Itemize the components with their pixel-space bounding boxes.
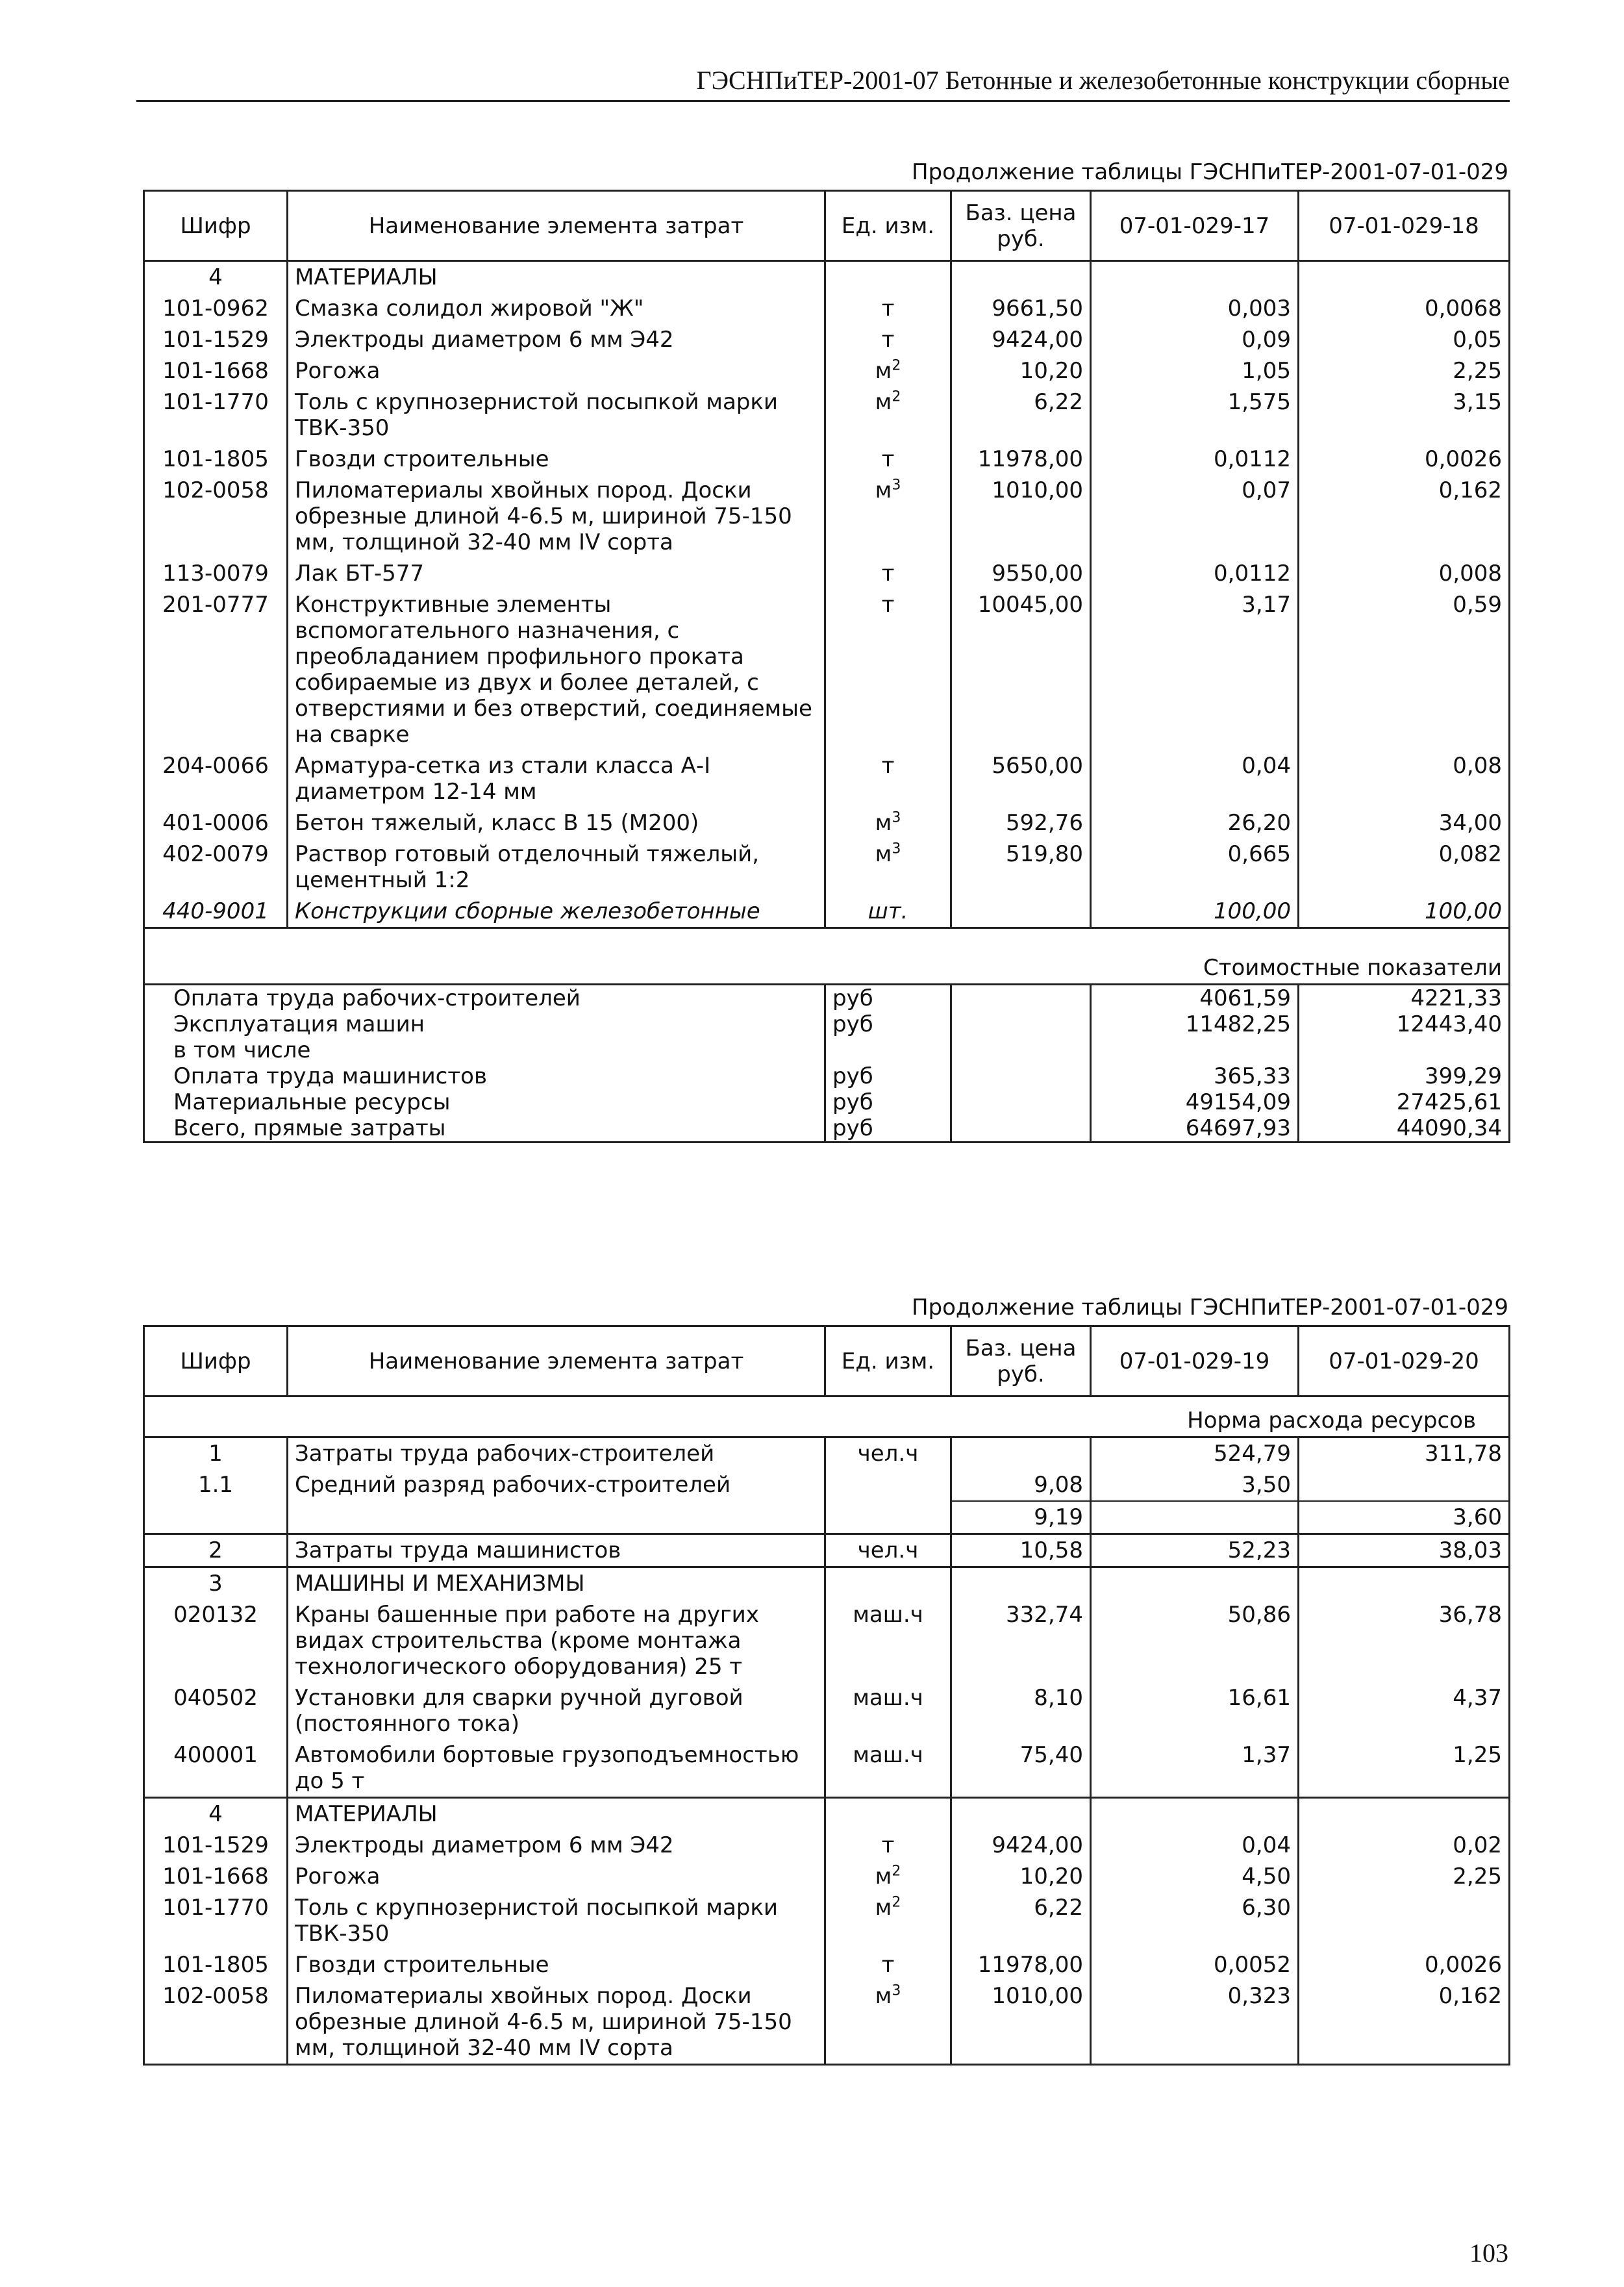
cell-v2: 100,00	[1299, 896, 1510, 928]
cost-price	[951, 985, 1091, 1012]
grade-row-2	[144, 1501, 1510, 1534]
unit-text: м	[875, 358, 892, 384]
empty-cell	[1091, 1567, 1299, 1600]
table2-header-row	[144, 1326, 1510, 1396]
cell-v2: 34,00	[1299, 807, 1510, 839]
cell-name: Толь с крупнозернистой посыпкой марки ТВК-350	[288, 1892, 825, 1949]
unit-superscript: 2	[892, 388, 901, 405]
cell-name: Краны башенные при работе на других видах строительства (кроме монтажа технологического оборудования) 25 т	[288, 1599, 825, 1682]
col-unit-header: Ед. изм.	[825, 191, 951, 261]
cost-caption-row	[144, 928, 1510, 985]
cell-v1: 524,79	[1091, 1437, 1299, 1470]
col-v1-header: 07-01-029-19	[1091, 1326, 1299, 1396]
unit-text: м	[875, 389, 892, 415]
cell-code: 101-1770	[144, 1892, 288, 1949]
col-v2-header: 07-01-029-18	[1299, 191, 1510, 261]
empty-cell	[1091, 1798, 1299, 1830]
cell-unit: чел.ч	[825, 1534, 951, 1567]
unit-superscript: 3	[892, 1982, 901, 1999]
cell-code: 2	[144, 1534, 288, 1567]
unit-superscript: 2	[892, 357, 901, 374]
cost-price	[951, 1089, 1091, 1115]
cell-name: Гвозди строительные	[288, 444, 825, 475]
cell-name: Лак БТ-577	[288, 558, 825, 589]
cell-unit	[825, 1861, 951, 1892]
cell-unit	[825, 1949, 951, 1980]
material-row	[144, 839, 1510, 896]
cell-name: Установки для сварки ручной дуговой (постоянного тока)	[288, 1682, 825, 1739]
empty-cell	[1299, 1567, 1510, 1600]
cell-v2	[1299, 1469, 1510, 1501]
cell-v2: 3,15	[1299, 386, 1510, 444]
col-code-header: Шифр	[144, 191, 288, 261]
empty-cell	[951, 1798, 1091, 1830]
cost-name: Эксплуатация машин	[144, 1011, 825, 1037]
cell-v1: 4,50	[1091, 1861, 1299, 1892]
cell-unit	[825, 293, 951, 324]
cell-unit	[825, 1501, 951, 1534]
cost-name: в том числе	[144, 1037, 825, 1063]
cell-name: Конструкции сборные железобетонные	[288, 896, 825, 928]
cell-v2: 0,0068	[1299, 293, 1510, 324]
section-code: 3	[144, 1567, 288, 1600]
cell-name: Электроды диаметром 6 мм Э42	[288, 324, 825, 355]
cell-price: 75,40	[951, 1739, 1091, 1798]
cost-unit: руб	[825, 1115, 951, 1143]
material-row	[144, 293, 1510, 324]
cell-unit	[825, 1892, 951, 1949]
machine-row	[144, 1739, 1510, 1798]
empty-cell	[825, 261, 951, 294]
material-row	[144, 1830, 1510, 1861]
cell-v1: 1,05	[1091, 355, 1299, 386]
cost-unit	[825, 1037, 951, 1063]
cell-v1: 1,37	[1091, 1739, 1299, 1798]
cell-unit	[825, 475, 951, 558]
table1	[143, 190, 1510, 1143]
cell-unit	[825, 589, 951, 750]
col-v1-header: 07-01-029-17	[1091, 191, 1299, 261]
cell-v1: 0,04	[1091, 1830, 1299, 1861]
cell-price: 519,80	[951, 839, 1091, 896]
cost-v2: 44090,34	[1299, 1115, 1510, 1143]
unit-superscript: 3	[892, 840, 901, 857]
machine-row	[144, 1599, 1510, 1682]
norm-caption-row	[144, 1396, 1510, 1437]
col-v2-header: 07-01-029-20	[1299, 1326, 1510, 1396]
cell-price: 8,10	[951, 1682, 1091, 1739]
empty-cell	[1091, 261, 1299, 294]
grade-row	[144, 1469, 1510, 1501]
cost-price	[951, 1037, 1091, 1063]
cell-v1: 0,0112	[1091, 558, 1299, 589]
cost-caption: Стоимостные показатели	[144, 928, 1510, 985]
cost-name: Оплата труда машинистов	[144, 1063, 825, 1089]
table2	[143, 1325, 1510, 2066]
cell-v2: 4,37	[1299, 1682, 1510, 1739]
cell-name: Толь с крупнозернистой посыпкой марки ТВК-350	[288, 386, 825, 444]
cell-name	[288, 1501, 825, 1534]
cell-code: 440-9001	[144, 896, 288, 928]
cost-v2: 27425,61	[1299, 1089, 1510, 1115]
cell-unit	[825, 839, 951, 896]
cost-unit: руб	[825, 985, 951, 1012]
cell-price: 332,74	[951, 1599, 1091, 1682]
cell-name: Затраты труда машинистов	[288, 1534, 825, 1567]
cell-code: 101-1805	[144, 444, 288, 475]
unit-text: т	[881, 296, 895, 322]
col-name-header: Наименование элемента затрат	[288, 1326, 825, 1396]
cell-v1: 100,00	[1091, 896, 1299, 928]
unit-superscript: 2	[892, 1863, 901, 1880]
col-unit-header: Ед. изм.	[825, 1326, 951, 1396]
material-row	[144, 1892, 1510, 1949]
material-row	[144, 355, 1510, 386]
cell-v1: 26,20	[1091, 807, 1299, 839]
section-title: МАШИНЫ И МЕХАНИЗМЫ	[288, 1567, 825, 1600]
cell-price: 1010,00	[951, 1980, 1091, 2065]
cell-v2: 311,78	[1299, 1437, 1510, 1470]
cell-v1: 52,23	[1091, 1534, 1299, 1567]
cell-v1: 0,04	[1091, 750, 1299, 807]
col-price-header: Баз. цена руб.	[951, 1326, 1091, 1396]
cell-code: 201-0777	[144, 589, 288, 750]
section-row	[144, 1798, 1510, 1830]
cell-price: 9424,00	[951, 324, 1091, 355]
unit-superscript: 3	[892, 809, 901, 826]
material-row	[144, 589, 1510, 750]
cell-v2: 0,0026	[1299, 1949, 1510, 1980]
cost-v1: 64697,93	[1091, 1115, 1299, 1143]
cell-v2: 0,162	[1299, 475, 1510, 558]
cell-v2: 0,08	[1299, 750, 1510, 807]
cell-code: 101-1805	[144, 1949, 288, 1980]
cell-code: 020132	[144, 1599, 288, 1682]
cell-price: 9,08	[951, 1469, 1091, 1501]
cell-name: Рогожа	[288, 355, 825, 386]
unit-text: т	[881, 561, 895, 587]
cost-v2	[1299, 1037, 1510, 1063]
cell-price: 1010,00	[951, 475, 1091, 558]
page-number: 103	[1469, 2238, 1508, 2268]
cell-unit: шт.	[825, 896, 951, 928]
material-row	[144, 444, 1510, 475]
table1-header-row	[144, 191, 1510, 261]
cell-v1: 0,09	[1091, 324, 1299, 355]
cell-price: 592,76	[951, 807, 1091, 839]
empty-cell	[1299, 1798, 1510, 1830]
unit-text: м	[875, 477, 892, 503]
unit-superscript: 2	[892, 1894, 901, 1911]
bold-total-row	[144, 896, 1510, 928]
cell-code: 101-1529	[144, 324, 288, 355]
cost-v2: 399,29	[1299, 1063, 1510, 1089]
empty-cell	[951, 261, 1091, 294]
section-row	[144, 1567, 1510, 1600]
cost-v1: 365,33	[1091, 1063, 1299, 1089]
cell-code: 1	[144, 1437, 288, 1470]
cell-v1	[1091, 1501, 1299, 1534]
cost-unit: руб	[825, 1011, 951, 1037]
cell-v1: 3,50	[1091, 1469, 1299, 1501]
header-rule	[136, 100, 1510, 102]
cell-price: 10,20	[951, 1861, 1091, 1892]
cell-code: 204-0066	[144, 750, 288, 807]
cell-unit	[825, 386, 951, 444]
cell-name: Арматура-сетка из стали класса А-I диаметром 12-14 мм	[288, 750, 825, 807]
cost-name: Оплата труда рабочих-строителей	[144, 985, 825, 1012]
unit-text: м	[875, 810, 892, 836]
cost-v1: 11482,25	[1091, 1011, 1299, 1037]
cost-row	[144, 1063, 1510, 1089]
cell-unit	[825, 1469, 951, 1501]
empty-cell	[825, 1798, 951, 1830]
cell-code: 402-0079	[144, 839, 288, 896]
material-row	[144, 1949, 1510, 1980]
cell-v1: 0,07	[1091, 475, 1299, 558]
cell-v2: 0,02	[1299, 1830, 1510, 1861]
material-row	[144, 386, 1510, 444]
cell-v1: 0,0052	[1091, 1949, 1299, 1980]
cost-unit: руб	[825, 1089, 951, 1115]
col-code-header: Шифр	[144, 1326, 288, 1396]
cell-price: 11978,00	[951, 1949, 1091, 1980]
cell-unit: маш.ч	[825, 1682, 951, 1739]
cell-v2: 0,59	[1299, 589, 1510, 750]
cell-v1: 3,17	[1091, 589, 1299, 750]
cell-unit	[825, 1830, 951, 1861]
unit-text: м	[875, 1864, 892, 1889]
material-row	[144, 558, 1510, 589]
cell-name: Пиломатериалы хвойных пород. Доски обрезные длиной 4-6.5 м, шириной 75-150 мм, толщиной 32-40 мм IV сорта	[288, 1980, 825, 2065]
cell-price: 5650,00	[951, 750, 1091, 807]
table2-caption: Продолжение таблицы ГЭСНПиТЕР-2001-07-01-029	[911, 1295, 1508, 1320]
unit-superscript: 3	[892, 477, 901, 494]
cell-price: 10,20	[951, 355, 1091, 386]
material-row	[144, 324, 1510, 355]
unit-text: т	[881, 1832, 895, 1858]
cell-v1: 1,575	[1091, 386, 1299, 444]
unit-text: м	[875, 841, 892, 867]
cell-v2: 1,25	[1299, 1739, 1510, 1798]
cell-price	[951, 1437, 1091, 1470]
cell-price: 9424,00	[951, 1830, 1091, 1861]
cell-name: Конструктивные элементы вспомогательного назначения, с преобладанием профильного проката собираемые из двух и более деталей, с отверстиями и без отверстий, соединяемые на сварке	[288, 589, 825, 750]
unit-text: т	[881, 446, 895, 472]
cell-price	[951, 896, 1091, 928]
cell-unit	[825, 355, 951, 386]
section-title: МАТЕРИАЛЫ	[288, 261, 825, 294]
cell-v2: 0,008	[1299, 558, 1510, 589]
cell-code: 102-0058	[144, 1980, 288, 2065]
cell-price: 11978,00	[951, 444, 1091, 475]
unit-text: м	[875, 1895, 892, 1921]
section-code: 4	[144, 261, 288, 294]
machine-row	[144, 1682, 1510, 1739]
cell-unit: маш.ч	[825, 1599, 951, 1682]
cost-name: Материальные ресурсы	[144, 1089, 825, 1115]
cell-v1: 0,323	[1091, 1980, 1299, 2065]
cell-unit: маш.ч	[825, 1739, 951, 1798]
material-row	[144, 807, 1510, 839]
unit-text: т	[881, 1952, 895, 1978]
cost-row	[144, 985, 1510, 1012]
page-header: ГЭСНПиТЕР-2001-07 Бетонные и железобетонные конструкции сборные	[696, 66, 1510, 95]
cell-unit	[825, 558, 951, 589]
cell-code: 1.1	[144, 1469, 288, 1501]
cell-v2: 0,162	[1299, 1980, 1510, 2065]
cell-unit	[825, 750, 951, 807]
cell-price: 10045,00	[951, 589, 1091, 750]
cell-v2: 3,60	[1299, 1501, 1510, 1534]
cell-name: Рогожа	[288, 1861, 825, 1892]
cell-v1: 6,30	[1091, 1892, 1299, 1949]
cell-v2: 0,0026	[1299, 444, 1510, 475]
cost-unit: руб	[825, 1063, 951, 1089]
cell-price: 9,19	[951, 1501, 1091, 1534]
cell-v2: 2,25	[1299, 1861, 1510, 1892]
cell-unit	[825, 444, 951, 475]
cost-price	[951, 1011, 1091, 1037]
material-row	[144, 475, 1510, 558]
cell-price: 6,22	[951, 1892, 1091, 1949]
cell-name: Гвозди строительные	[288, 1949, 825, 1980]
cell-code: 400001	[144, 1739, 288, 1798]
cell-v2	[1299, 1892, 1510, 1949]
cell-v1: 0,003	[1091, 293, 1299, 324]
unit-text: т	[881, 592, 895, 618]
cell-price: 10,58	[951, 1534, 1091, 1567]
cell-code: 101-1668	[144, 355, 288, 386]
cost-row	[144, 1115, 1510, 1143]
empty-cell	[825, 1567, 951, 1600]
empty-cell	[1299, 261, 1510, 294]
cell-code: 101-1668	[144, 1861, 288, 1892]
cell-unit	[825, 1980, 951, 2065]
cell-unit	[825, 807, 951, 839]
cost-v1	[1091, 1037, 1299, 1063]
labor-row	[144, 1437, 1510, 1470]
cell-v2: 0,082	[1299, 839, 1510, 896]
cell-v1: 16,61	[1091, 1682, 1299, 1739]
cell-price: 9550,00	[951, 558, 1091, 589]
cell-unit: чел.ч	[825, 1437, 951, 1470]
cell-code: 102-0058	[144, 475, 288, 558]
cell-code	[144, 1501, 288, 1534]
cell-name: Затраты труда рабочих-строителей	[288, 1437, 825, 1470]
norm-caption: Норма расхода ресурсов	[144, 1396, 1510, 1437]
cost-name: Всего, прямые затраты	[144, 1115, 825, 1143]
cell-name: Раствор готовый отделочный тяжелый, цементный 1:2	[288, 839, 825, 896]
cell-v1: 0,665	[1091, 839, 1299, 896]
cell-v2: 36,78	[1299, 1599, 1510, 1682]
cell-price: 9661,50	[951, 293, 1091, 324]
cost-v2: 4221,33	[1299, 985, 1510, 1012]
cost-row	[144, 1037, 1510, 1063]
cell-v2: 0,05	[1299, 324, 1510, 355]
cell-name: Электроды диаметром 6 мм Э42	[288, 1830, 825, 1861]
cell-code: 101-1770	[144, 386, 288, 444]
cell-code: 040502	[144, 1682, 288, 1739]
section-row	[144, 261, 1510, 294]
unit-text: т	[881, 753, 895, 779]
cost-row	[144, 1011, 1510, 1037]
cell-name: Автомобили бортовые грузоподъемностью до 5 т	[288, 1739, 825, 1798]
cost-v1: 49154,09	[1091, 1089, 1299, 1115]
cost-price	[951, 1063, 1091, 1089]
cell-name: Бетон тяжелый, класс В 15 (М200)	[288, 807, 825, 839]
cell-code: 113-0079	[144, 558, 288, 589]
machinists-row	[144, 1534, 1510, 1567]
cell-code: 401-0006	[144, 807, 288, 839]
cell-name: Пиломатериалы хвойных пород. Доски обрезные длиной 4-6.5 м, шириной 75-150 мм, толщиной 32-40 мм IV сорта	[288, 475, 825, 558]
cell-v1: 50,86	[1091, 1599, 1299, 1682]
section-code: 4	[144, 1798, 288, 1830]
cell-v2: 2,25	[1299, 355, 1510, 386]
cell-price: 6,22	[951, 386, 1091, 444]
material-row	[144, 1980, 1510, 2065]
cost-v1: 4061,59	[1091, 985, 1299, 1012]
material-row	[144, 1861, 1510, 1892]
cell-code: 101-0962	[144, 293, 288, 324]
cell-v1: 0,0112	[1091, 444, 1299, 475]
cell-name: Смазка солидол жировой "Ж"	[288, 293, 825, 324]
cell-unit	[825, 324, 951, 355]
cell-v2: 38,03	[1299, 1534, 1510, 1567]
table1-caption: Продолжение таблицы ГЭСНПиТЕР-2001-07-01-029	[911, 159, 1508, 185]
section-title: МАТЕРИАЛЫ	[288, 1798, 825, 1830]
unit-text: м	[875, 1983, 892, 2009]
unit-text: т	[881, 327, 895, 353]
cost-row	[144, 1089, 1510, 1115]
material-row	[144, 750, 1510, 807]
col-price-header: Баз. цена руб.	[951, 191, 1091, 261]
cost-price	[951, 1115, 1091, 1143]
col-name-header: Наименование элемента затрат	[288, 191, 825, 261]
cell-code: 101-1529	[144, 1830, 288, 1861]
cost-v2: 12443,40	[1299, 1011, 1510, 1037]
cell-name: Средний разряд рабочих-строителей	[288, 1469, 825, 1501]
empty-cell	[951, 1567, 1091, 1600]
